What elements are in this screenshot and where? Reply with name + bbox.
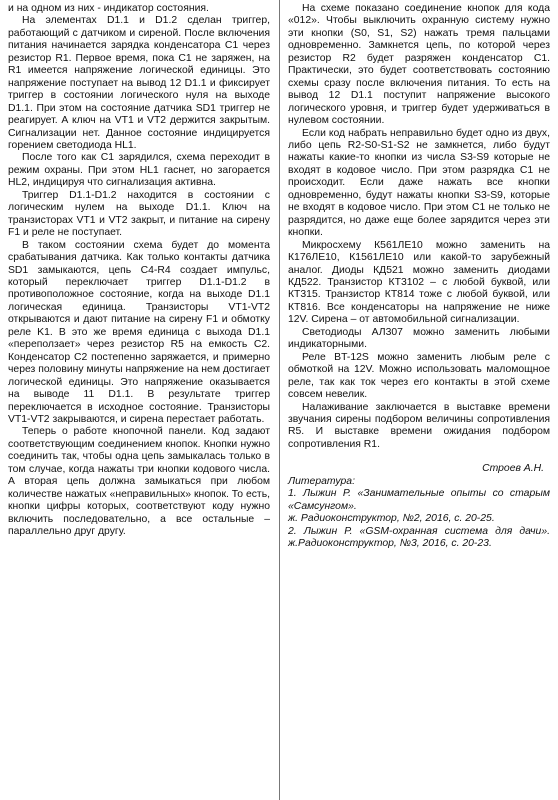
literature-item: 1. Лыжин Р. «Занимательные опыты со старым «Самсунгом». (288, 488, 550, 512)
paragraph: На элементах D1.1 и D1.2 сделан триггер, работающий с датчиком и сиреной. После включения питания начинается зарядка конденсатора C1 через резистор R1. Первое время, пока C1 не заряжен, на R1 имеется напряжение логической единицы. Это напряжение поступает на вывод 12 D1.1 и фиксирует триггер в состоянии логического нуля на выходе D1.1. При этом на состояние датчика SD1 триггер не реагирует. А ключ на VT1 и VT2 держится закрытым. Сигнализации нет. Данное состояние индицируется горением светодиода HL1. (8, 15, 270, 151)
literature-item: 2. Лыжин Р. «GSM-охранная система для дачи». ж.Радиоконструктор, №3, 2016, с. 20-23. (288, 525, 550, 550)
literature-heading: Литература: (288, 475, 355, 487)
paragraph: Налаживание заключается в выставке времени звучания сирены подбором величины сопротивления R5. И выставке времени ожидания подбором сопротивления R1. (288, 401, 550, 450)
paragraph: и на одном из них - индикатор состояния. (8, 3, 209, 14)
paragraph: Триггер D1.1-D1.2 находится в состоянии с логическим нулем на выходе D1.1. Ключ на транзисторах VT1 и VT2 закрыт, и питание на сирену F1 и реле не поступает. (8, 189, 270, 239)
right-column (288, 3, 550, 550)
paragraph: Микросхему К561ЛЕ10 можно заменить на К176ЛЕ10, К1561ЛЕ10 или какой-то зарубежный аналог. Диоды КД521 можно заменить диодами КД522. Транзистор КТ3102 – с любой буквой, или КТ315. Транзистор КТ814 тоже с любой буквой, или КТ816. Все конденсаторы на напряжение не ниже 12V. Сирена – от автомобильной сигнализации. (288, 239, 550, 326)
column-divider (279, 0, 280, 800)
literature-item: ж. Радиоконструктор, №2, 2016, с. 20-25. (288, 513, 495, 525)
author-name: Строев А.Н. (482, 463, 544, 475)
paragraph: После того как C1 зарядился, схема переходит в режим охраны. При этом HL1 гаснет, но загорается HL2, индицируя что сигнализация активна. (8, 152, 270, 189)
paragraph: Реле BT-12S можно заменить любым реле с обмоткой на 12V. Можно использовать маломощное реле, так как ток через его контакты в этой схеме совсем невелик. (288, 351, 550, 401)
paragraph: Если код набрать неправильно будет одно из двух, либо цепь R2-S0-S1-S2 не замкнется, либо будут нажаты какие-то кнопки из числа S3-S9 которые не входят в кодовое число. При этом разрядка C1 не происходит. Если даже нажать все кнопки одновременно, будут нажаты кнопки S3-S9, которые не входят в кодовое число. При этом C1 не только не разрядится, но даже еще более зарядится через эти кнопки. (288, 127, 550, 239)
left-column (8, 3, 270, 538)
paragraph: Теперь о работе кнопочной панели. Код задают соответствующим соединением кнопок. Кнопки нужно соединить так, чтобы одна цепь замыкалась только в том случае, когда нажаты три кнопки кодового числа. А вторая цепь должна замыкаться при любом количестве нажатых «неправильных» кнопок. То есть, кнопки цифры которых, соответствуют коду нужно включить последовательно, а все остальные – параллельно друг другу. (8, 426, 270, 538)
paragraph: На схеме показано соединение кнопок для кода «012». Чтобы выключить охранную систему нужно эти кнопки (S0, S1, S2) нажать тремя пальцами одновременно. Замкнется цепь, по которой через резистор R2 будет разряжен конденсатор C1. Практически, это будет соответствовать состоянию схемы сразу после включения питания. То есть на вывод 12 D1.1 поступит напряжение высокого логического уровня, и триггер будет удерживаться в нулевом состоянии. (288, 3, 550, 127)
paragraph: Светодиоды АЛ307 можно заменить любыми индикаторными. (288, 326, 550, 351)
paragraph: В таком состоянии схема будет до момента срабатывания датчика. Как только контакты датчика SD1 замыкаются, цепь C4-R4 создает импульс, который переключает триггер D1.1-D1.2 в противоположное состояние, когда на выходе D1.1 логическая единица. Транзисторы VT1-VT2 открываются и дают питание на сирену F1 и обмотку реле K1. В это же время единица с выхода D1.1 «переползает» через резистор R5 на емкость C2. Конденсатор C2 постепенно заряжается, и примерно через половину минуты напряжение на нем достигает логической единицы. Это напряжение оказывается на выводе 11 D1.1. В результате триггер переключается в исходное состояние. Транзисторы VT1-VT2 закрываются, и сирена перестает работать. (8, 239, 270, 425)
